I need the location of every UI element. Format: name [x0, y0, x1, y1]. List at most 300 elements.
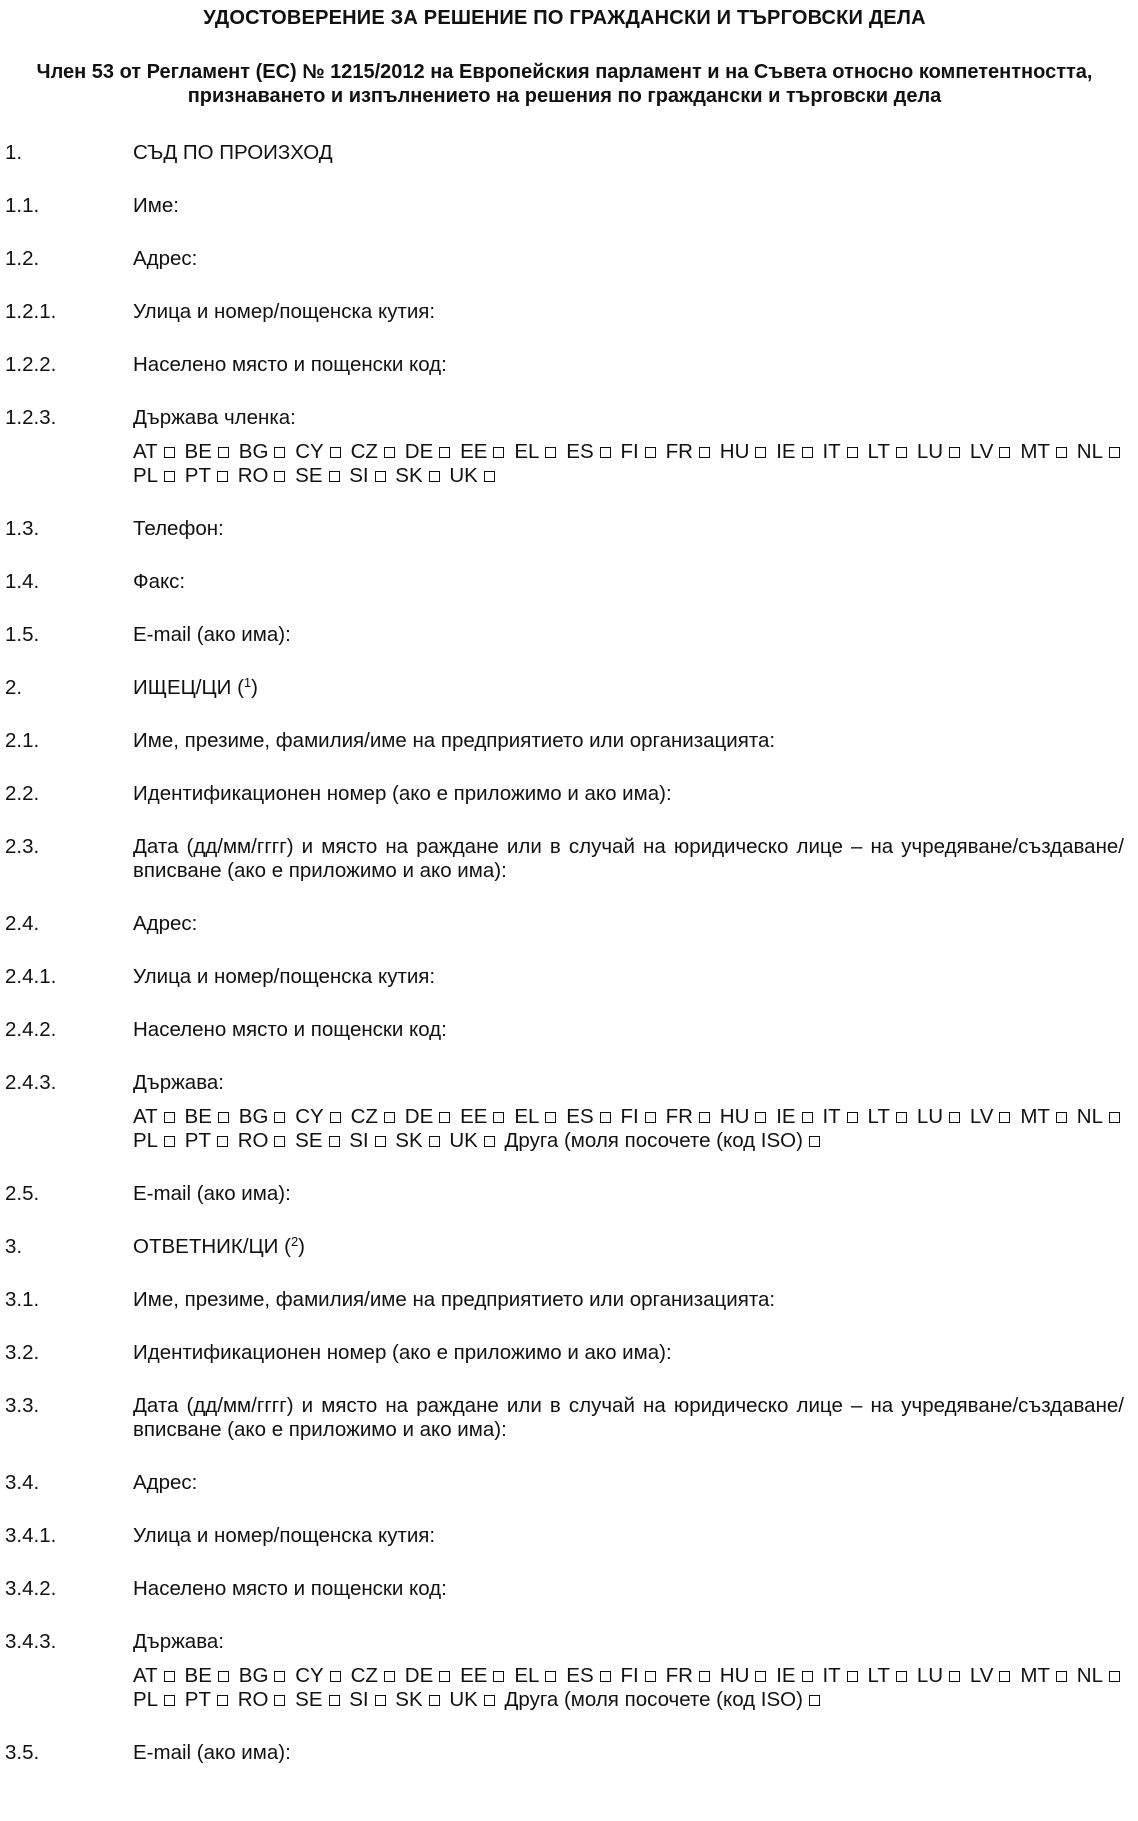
country-code: LT [867, 440, 890, 463]
country-code: EL [514, 440, 540, 463]
country-option[interactable] [185, 1688, 232, 1711]
checkbox-icon[interactable] [429, 1695, 440, 1706]
country-option[interactable] [505, 1129, 824, 1152]
item-label [133, 1630, 1124, 1654]
item-label-text: Улица и номер/пощенска кутия: [133, 300, 436, 323]
form-items [5, 141, 1124, 1765]
country-option[interactable] [395, 1129, 443, 1152]
country-option[interactable] [238, 464, 290, 487]
checkbox-icon[interactable] [375, 1136, 386, 1147]
country-option[interactable] [868, 1105, 911, 1128]
checkbox-icon[interactable] [493, 1112, 504, 1123]
country-code: RO [237, 1688, 269, 1711]
checkbox-icon[interactable] [999, 447, 1010, 458]
form-item [5, 965, 1124, 989]
item-number: 2. [5, 676, 23, 699]
checkbox-icon[interactable] [949, 1112, 960, 1123]
checkbox-icon[interactable] [274, 471, 285, 482]
checkbox-icon[interactable] [330, 447, 341, 458]
country-option[interactable] [449, 464, 498, 487]
country-option[interactable] [822, 1105, 861, 1128]
country-code: EL [514, 1105, 540, 1128]
country-option[interactable] [720, 440, 771, 463]
checkbox-icon[interactable] [645, 1112, 656, 1123]
item-label-text: Адрес: [133, 912, 198, 935]
item-number: 3.3. [5, 1394, 40, 1417]
checkbox-icon[interactable] [755, 447, 766, 458]
country-code: LT [867, 1105, 890, 1128]
checkbox-icon[interactable] [1056, 1671, 1067, 1682]
item-label-text: Име: [133, 194, 179, 217]
item-number: 3.4.2. [5, 1577, 57, 1600]
item-number: 2.2. [5, 782, 40, 805]
item-label-text: Име, презиме, фамилия/име на предприятието или организацията: [133, 729, 776, 752]
item-label [133, 782, 1124, 806]
checkbox-icon[interactable] [645, 1671, 656, 1682]
item-label-text: E-mail (ако има): [133, 1182, 291, 1205]
country-option[interactable] [449, 1688, 498, 1711]
country-code: IT [822, 440, 841, 463]
item-number: 1.1. [5, 194, 40, 217]
item-number: 2.4. [5, 912, 40, 935]
item-label [133, 1577, 1124, 1601]
checkbox-icon[interactable] [218, 1112, 229, 1123]
checkbox-icon[interactable] [274, 1112, 285, 1123]
item-label [133, 1288, 1124, 1312]
checkbox-icon[interactable] [847, 447, 858, 458]
checkbox-icon[interactable] [699, 1671, 710, 1682]
country-code: IT [822, 1105, 841, 1128]
form-item [5, 835, 1124, 883]
country-option[interactable] [720, 1105, 771, 1128]
country-option[interactable] [185, 1105, 233, 1128]
subtitle-line-2: признаването и изпълнението на решения по граждански и търговски дела [187, 85, 942, 107]
checkbox-icon[interactable] [896, 1671, 907, 1682]
form-item [5, 1018, 1124, 1042]
checkbox-icon[interactable] [600, 1112, 611, 1123]
country-code: CY [295, 1105, 324, 1128]
country-option[interactable] [566, 440, 614, 463]
country-checkbox-list [133, 1105, 1124, 1153]
country-code: FR [665, 440, 693, 463]
item-label-text: E-mail (ако има): [133, 1741, 291, 1764]
item-label [133, 965, 1124, 989]
form-item [5, 141, 1124, 165]
form-item [5, 353, 1124, 377]
country-code: CZ [350, 1664, 378, 1687]
country-code: PT [184, 1688, 211, 1711]
country-option[interactable] [405, 440, 454, 463]
country-code: MT [1020, 1105, 1050, 1128]
country-code: PT [184, 464, 211, 487]
checkbox-icon[interactable] [164, 1136, 175, 1147]
country-option[interactable] [666, 1664, 714, 1687]
certificate-page [0, 6, 1138, 1821]
country-option[interactable] [185, 440, 233, 463]
country-option[interactable] [295, 440, 344, 463]
country-code: SE [295, 464, 323, 487]
item-label [133, 729, 1124, 753]
country-code: BG [238, 1105, 269, 1128]
checkbox-icon[interactable] [218, 447, 229, 458]
country-code: BG [238, 440, 269, 463]
country-option[interactable] [133, 1664, 179, 1687]
checkbox-icon[interactable] [217, 471, 228, 482]
checkbox-icon[interactable] [217, 1136, 228, 1147]
footnote-ref: 2 [290, 1234, 299, 1249]
country-code: BE [184, 440, 212, 463]
item-label [133, 406, 1124, 430]
country-code: EE [460, 1105, 488, 1128]
checkbox-icon[interactable] [484, 471, 495, 482]
item-label [133, 1018, 1124, 1042]
country-option[interactable] [1020, 440, 1071, 463]
country-option[interactable] [449, 1129, 498, 1152]
country-option[interactable] [621, 1105, 660, 1128]
country-code: HU [719, 440, 750, 463]
country-option[interactable] [239, 1664, 290, 1687]
country-option[interactable] [133, 1688, 179, 1711]
country-option[interactable] [970, 1664, 1015, 1687]
item-label [133, 247, 1124, 271]
checkbox-icon[interactable] [164, 447, 175, 458]
item-label-text: Телефон: [133, 517, 224, 540]
checkbox-icon[interactable] [329, 1695, 340, 1706]
country-code: IE [776, 1664, 796, 1687]
checkbox-icon[interactable] [545, 447, 556, 458]
checkbox-icon[interactable] [949, 447, 960, 458]
checkbox-icon[interactable] [218, 1671, 229, 1682]
form-item [5, 623, 1124, 647]
item-label [133, 676, 1124, 700]
country-option[interactable] [185, 1664, 233, 1687]
checkbox-icon[interactable] [330, 1671, 341, 1682]
country-option[interactable] [395, 464, 443, 487]
footnote-ref: 1 [243, 675, 252, 690]
country-option[interactable] [621, 1664, 660, 1687]
form-item [5, 912, 1124, 936]
country-checkbox-list [133, 440, 1124, 488]
checkbox-icon[interactable] [1109, 1671, 1120, 1682]
item-number: 2.4.2. [5, 1018, 57, 1041]
checkbox-icon[interactable] [329, 471, 340, 482]
item-label [133, 623, 1124, 647]
country-code: PT [184, 1129, 211, 1152]
country-option[interactable] [295, 1129, 343, 1152]
country-code: SI [349, 464, 369, 487]
country-code: RO [237, 464, 269, 487]
country-code: FR [665, 1664, 693, 1687]
country-option[interactable] [395, 1688, 443, 1711]
country-code: BG [238, 1664, 269, 1687]
item-label-text: Държава членка: [133, 406, 296, 429]
country-option[interactable] [133, 464, 179, 487]
country-option[interactable] [133, 1105, 179, 1128]
checkbox-icon[interactable] [384, 1112, 395, 1123]
form-item [5, 782, 1124, 806]
checkbox-icon[interactable] [384, 447, 395, 458]
checkbox-icon[interactable] [1109, 447, 1120, 458]
checkbox-icon[interactable] [164, 1695, 175, 1706]
item-label-text: Улица и номер/пощенска кутия: [133, 965, 436, 988]
form-item [5, 1182, 1124, 1206]
country-option[interactable] [460, 440, 508, 463]
country-option[interactable] [514, 1664, 560, 1687]
country-code: NL [1076, 440, 1103, 463]
country-option[interactable] [917, 1105, 964, 1128]
country-code: PL [133, 1688, 159, 1711]
item-label-text: E-mail (ако има): [133, 623, 291, 646]
country-option[interactable] [185, 1129, 232, 1152]
item-label-text: Населено място и пощенски код: [133, 1577, 447, 1600]
item-label-text: Населено място и пощенски код: [133, 353, 447, 376]
checkbox-icon[interactable] [600, 447, 611, 458]
checkbox-icon[interactable] [1109, 1112, 1120, 1123]
country-option[interactable] [1077, 1664, 1124, 1687]
item-label [133, 1182, 1124, 1206]
checkbox-icon[interactable] [439, 1671, 450, 1682]
checkbox-icon[interactable] [439, 1112, 450, 1123]
form-item [5, 1630, 1124, 1654]
country-code: AT [133, 440, 158, 463]
country-code: FI [620, 1105, 639, 1128]
checkbox-icon[interactable] [384, 1671, 395, 1682]
item-number: 1.3. [5, 517, 40, 540]
checkbox-icon[interactable] [847, 1671, 858, 1682]
country-code: DE [404, 440, 434, 463]
checkbox-icon[interactable] [217, 1695, 228, 1706]
country-option[interactable] [822, 440, 861, 463]
item-number: 3.4.1. [5, 1524, 57, 1547]
country-option[interactable] [295, 1105, 344, 1128]
country-option[interactable] [868, 1664, 911, 1687]
country-code: PL [133, 1129, 159, 1152]
country-option[interactable] [1020, 1664, 1071, 1687]
country-option[interactable] [351, 1105, 399, 1128]
country-option[interactable] [970, 440, 1015, 463]
country-code: CZ [350, 1105, 378, 1128]
checkbox-icon[interactable] [429, 1136, 440, 1147]
country-code: IE [776, 440, 796, 463]
country-code: LU [916, 1105, 944, 1128]
item-number: 2.1. [5, 729, 40, 752]
checkbox-icon[interactable] [949, 1671, 960, 1682]
country-option[interactable] [405, 1664, 454, 1687]
checkbox-icon[interactable] [164, 1112, 175, 1123]
country-option[interactable] [666, 1105, 714, 1128]
item-label [133, 517, 1124, 541]
checkbox-icon[interactable] [375, 1695, 386, 1706]
form-item [5, 1394, 1124, 1442]
country-code: FR [665, 1105, 693, 1128]
item-label-text: Дата (дд/мм/гггг) и място на раждане или в случай на юридическо лице – на учредяване/създаване/ вписване (ако е приложимо и ако има): [133, 835, 1124, 882]
country-code: SI [349, 1129, 369, 1152]
country-option[interactable] [238, 1129, 290, 1152]
item-number: 1.2. [5, 247, 40, 270]
country-option[interactable] [505, 1688, 824, 1711]
country-option[interactable] [1077, 1105, 1124, 1128]
country-code: CY [295, 1664, 324, 1687]
checkbox-icon[interactable] [755, 1671, 766, 1682]
country-code: MT [1020, 440, 1050, 463]
form-item [5, 1524, 1124, 1548]
checkbox-icon[interactable] [600, 1671, 611, 1682]
country-option[interactable] [917, 440, 964, 463]
country-code: EL [514, 1664, 540, 1687]
country-option[interactable] [351, 1664, 399, 1687]
country-option[interactable] [566, 1664, 614, 1687]
checkbox-icon[interactable] [439, 447, 450, 458]
country-code: FI [620, 1664, 639, 1687]
checkbox-icon[interactable] [809, 1136, 820, 1147]
country-code: NL [1076, 1105, 1103, 1128]
country-code: DE [404, 1105, 434, 1128]
country-option[interactable] [1077, 440, 1124, 463]
item-label [133, 141, 1124, 165]
country-option[interactable] [239, 440, 290, 463]
country-code: UK [449, 464, 478, 487]
form-item [5, 406, 1124, 430]
country-option[interactable] [566, 1105, 614, 1128]
checkbox-icon[interactable] [274, 1136, 285, 1147]
country-code: NL [1076, 1664, 1103, 1687]
checkbox-icon[interactable] [484, 1136, 495, 1147]
checkbox-icon[interactable] [802, 1671, 813, 1682]
checkbox-icon[interactable] [755, 1112, 766, 1123]
country-option[interactable] [238, 1688, 290, 1711]
checkbox-icon[interactable] [545, 1112, 556, 1123]
country-option[interactable] [460, 1105, 508, 1128]
country-code: DE [404, 1664, 434, 1687]
checkbox-icon[interactable] [164, 1671, 175, 1682]
checkbox-icon[interactable] [274, 447, 285, 458]
country-code: LU [916, 440, 944, 463]
country-code: SE [295, 1688, 323, 1711]
country-option[interactable] [295, 464, 343, 487]
checkbox-icon[interactable] [999, 1671, 1010, 1682]
country-option[interactable] [295, 1688, 343, 1711]
country-option[interactable] [185, 464, 232, 487]
item-number: 1.5. [5, 623, 40, 646]
country-option[interactable] [1020, 1105, 1071, 1128]
item-number: 1. [5, 141, 23, 164]
form-item [5, 194, 1124, 218]
country-code: SK [395, 1129, 423, 1152]
item-label-text: Идентификационен номер (ако е приложимо и ако има): [133, 1341, 672, 1364]
checkbox-icon[interactable] [330, 1112, 341, 1123]
country-code: SK [395, 1688, 423, 1711]
country-code: SI [349, 1688, 369, 1711]
item-label-text: Име, презиме, фамилия/име на предприятието или организацията: [133, 1288, 776, 1311]
country-checkbox-list [133, 1664, 1124, 1712]
checkbox-icon[interactable] [329, 1136, 340, 1147]
country-code: ES [566, 1664, 594, 1687]
country-option[interactable] [460, 1664, 508, 1687]
country-option[interactable] [917, 1664, 964, 1687]
item-label [133, 194, 1124, 218]
checkbox-icon[interactable] [1056, 447, 1067, 458]
checkbox-icon[interactable] [164, 471, 175, 482]
country-option[interactable] [295, 1664, 344, 1687]
form-item [5, 300, 1124, 324]
item-label [133, 835, 1124, 883]
form-item [5, 517, 1124, 541]
country-option[interactable] [776, 1664, 816, 1687]
item-label-text: Идентификационен номер (ако е приложимо и ако има): [133, 782, 672, 805]
country-option[interactable] [349, 1688, 389, 1711]
item-number: 2.5. [5, 1182, 40, 1205]
checkbox-icon[interactable] [545, 1671, 556, 1682]
checkbox-icon[interactable] [645, 447, 656, 458]
country-code: PL [133, 464, 159, 487]
checkbox-icon[interactable] [896, 1112, 907, 1123]
country-option[interactable] [776, 440, 816, 463]
checkbox-icon[interactable] [809, 1695, 820, 1706]
country-option[interactable] [514, 440, 560, 463]
item-label [133, 300, 1124, 324]
item-label-text: Адрес: [133, 247, 198, 270]
checkbox-icon[interactable] [493, 447, 504, 458]
form-item [5, 676, 1124, 700]
item-number: 1.4. [5, 570, 40, 593]
country-option[interactable] [621, 440, 660, 463]
item-number: 1.2.3. [5, 406, 57, 429]
item-label [133, 1741, 1124, 1765]
country-option[interactable] [133, 440, 179, 463]
country-option[interactable] [351, 440, 399, 463]
country-option[interactable] [868, 440, 911, 463]
checkbox-icon[interactable] [699, 447, 710, 458]
item-label-text: Дата (дд/мм/гггг) и място на раждане или в случай на юридическо лице – на учредяване/създаване/ вписване (ако е приложимо и ако има): [133, 1394, 1124, 1441]
item-number: 3.5. [5, 1741, 40, 1764]
checkbox-icon[interactable] [699, 1112, 710, 1123]
country-option[interactable] [666, 440, 714, 463]
country-code: BE [184, 1105, 212, 1128]
item-label [133, 1524, 1124, 1548]
country-option[interactable] [239, 1105, 290, 1128]
country-code: AT [133, 1664, 158, 1687]
checkbox-icon[interactable] [847, 1112, 858, 1123]
checkbox-icon[interactable] [493, 1671, 504, 1682]
checkbox-icon[interactable] [375, 471, 386, 482]
checkbox-icon[interactable] [802, 447, 813, 458]
country-option[interactable] [133, 1129, 179, 1152]
country-option[interactable] [405, 1105, 454, 1128]
item-number: 1.2.2. [5, 353, 57, 376]
item-label [133, 1071, 1124, 1095]
checkbox-icon[interactable] [274, 1695, 285, 1706]
country-option[interactable] [970, 1105, 1015, 1128]
country-option[interactable] [822, 1664, 861, 1687]
checkbox-icon[interactable] [802, 1112, 813, 1123]
checkbox-icon[interactable] [484, 1695, 495, 1706]
checkbox-icon[interactable] [429, 471, 440, 482]
item-label-text: Държава: [133, 1071, 224, 1094]
checkbox-icon[interactable] [274, 1671, 285, 1682]
checkbox-icon[interactable] [999, 1112, 1010, 1123]
country-option[interactable] [776, 1105, 816, 1128]
country-option[interactable] [349, 1129, 389, 1152]
item-label-text: ОТВЕТНИК/ЦИ ( [133, 1235, 291, 1258]
checkbox-icon[interactable] [896, 447, 907, 458]
country-option[interactable] [514, 1105, 560, 1128]
country-option[interactable] [720, 1664, 771, 1687]
form-item [5, 1341, 1124, 1365]
checkbox-icon[interactable] [1056, 1112, 1067, 1123]
form-item [5, 1288, 1124, 1312]
country-option[interactable] [349, 464, 389, 487]
item-label-text: Държава: [133, 1630, 224, 1653]
